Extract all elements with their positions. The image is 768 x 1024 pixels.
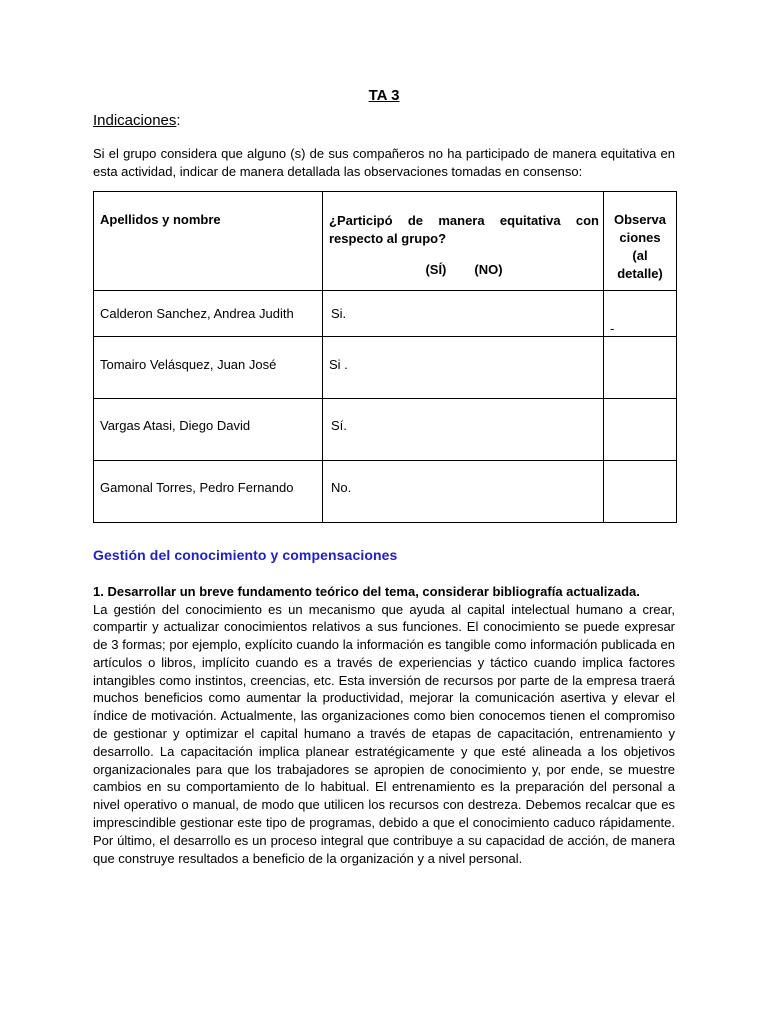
- header-yes-no: [329, 261, 599, 279]
- header-obs-line: detalle): [617, 266, 663, 281]
- instructions-heading: [93, 111, 675, 131]
- row-observation: [604, 461, 677, 523]
- row-answer: Si .: [323, 337, 604, 399]
- table-header-row: [94, 192, 677, 291]
- row-answer: No.: [323, 461, 604, 523]
- header-obs-line: ciones: [619, 230, 661, 245]
- instructions-text: Si el grupo considera que alguno (s) de sus compañeros no ha participado de manera equitativa en esta actividad, indicar de manera detallada las observaciones tomadas en consenso:: [93, 146, 675, 179]
- table-row: [94, 337, 677, 399]
- row-name: Calderon Sanchez, Andrea Judith: [94, 291, 323, 337]
- row-observation: -: [604, 291, 677, 337]
- document-title: TA 3: [368, 87, 400, 104]
- question-title: 1. Desarrollar un breve fundamento teórico del tema, considerar bibliografía actualizada.: [93, 584, 640, 599]
- row-observation: [604, 399, 677, 461]
- participation-table: [93, 191, 677, 523]
- row-observation: [604, 337, 677, 399]
- header-question-text: ¿Participó de manera equitativa con respecto al grupo?: [329, 213, 599, 246]
- instructions-label: Indicaciones: [93, 112, 177, 129]
- header-observations: [604, 192, 677, 291]
- row-answer: Sí.: [323, 399, 604, 461]
- row-answer: Si.: [323, 291, 604, 337]
- header-obs-line: Observa: [613, 212, 667, 227]
- row-name: Vargas Atasi, Diego David: [94, 399, 323, 461]
- table-row: [94, 461, 677, 523]
- body-paragraph: La gestión del conocimiento es un mecanismo que ayuda al capital intelectual humano a crear, compartir y actualizar conocimientos relativos a sus funciones. El conocimiento se puede expresar de 3 formas; por ejemplo, explícito cuando la información es tangible como información publicada en artículos o libros, implícito cuando es a través de experiencias y táctico cuando implica factores intangibles como instintos, creencias, etc. Esta inversión de recursos por parte de la empresa traerá muchos beneficios como aumentar la productividad, mejorar la comunicación asertiva y elevar el índice de motivación. Actualmente, las organizaciones como bien conocemos tienen el compromiso de gestionar y optimizar el capital humano a través de etapas de capacitación, entrenamiento y desarrollo. La capacitación implica planear estratégicamente y que esté alineada a los objetivos organizacionales para que los trabajadores se apropien de conocimiento y, por ende, se muestre cambios en su comportamiento de lo habitual. El entrenamiento es la preparación del personal a nivel operativo o manual, de modo que utilicen los recursos con destreza. Debemos recalcar que es imprescindible gestionar este tipo de programas, debido a que el conocimiento caduco rápidamente. Por último, el desarrollo es un proceso integral que contribuye a su capacidad de acción, de manera que construye resultados a beneficio de la organización y a nivel personal.: [93, 601, 675, 866]
- table-row: [94, 291, 677, 337]
- header-no: (NO): [474, 262, 503, 277]
- header-yes: (SÍ): [425, 262, 447, 277]
- row-name: Gamonal Torres, Pedro Fernando: [94, 461, 323, 523]
- table-row: [94, 399, 677, 461]
- section-heading: Gestión del conocimiento y compensaciones: [93, 547, 398, 563]
- document-page: [93, 86, 675, 867]
- header-obs-line: (al: [632, 248, 648, 263]
- row-name: Tomairo Velásquez, Juan José: [94, 337, 323, 399]
- header-question: [323, 192, 604, 291]
- header-name: Apellidos y nombre: [94, 192, 323, 291]
- instructions-colon: :: [176, 112, 181, 129]
